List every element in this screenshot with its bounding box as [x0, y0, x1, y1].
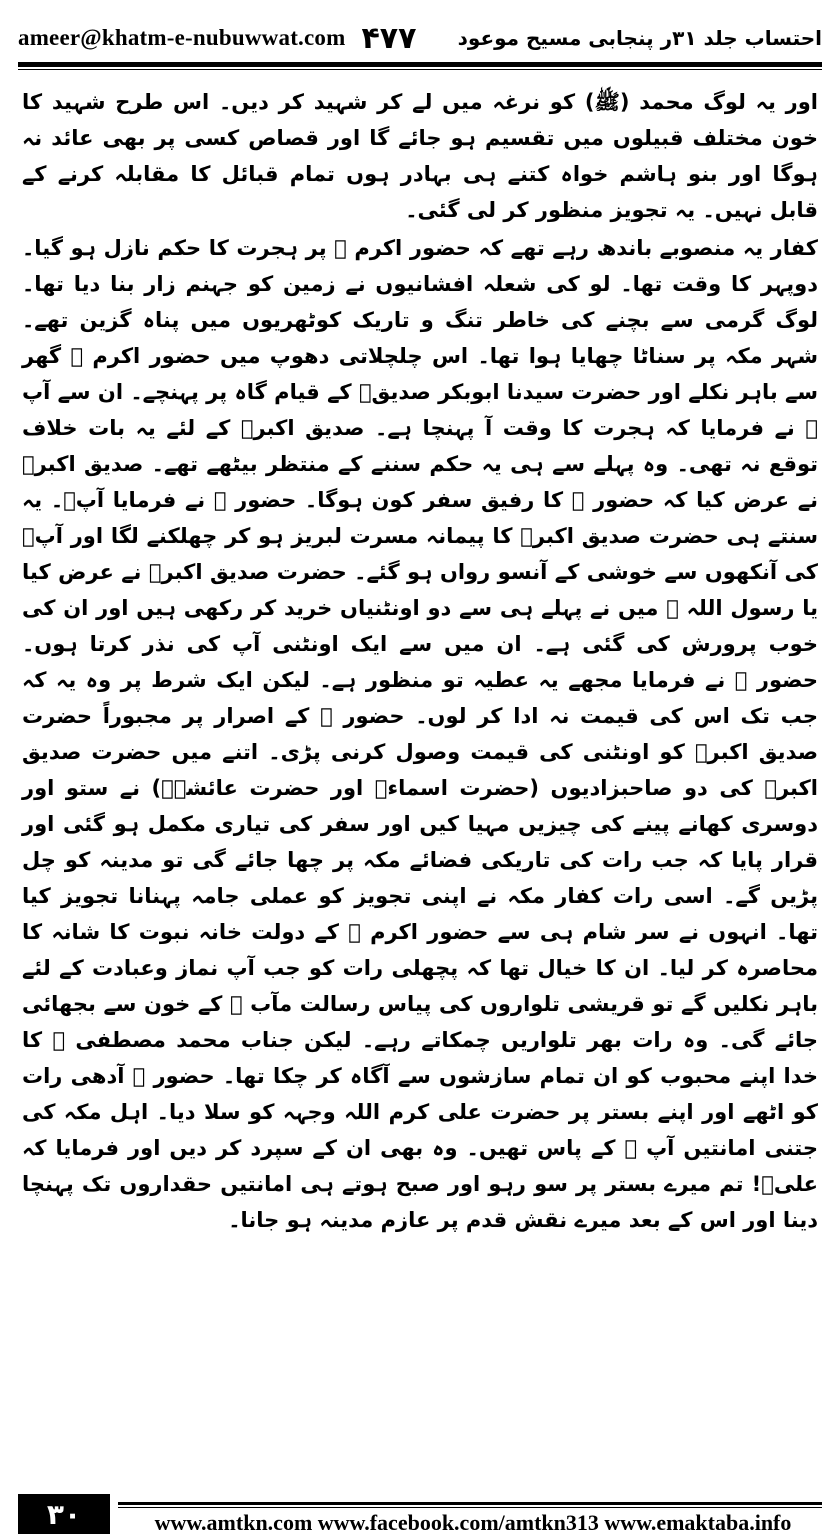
- body-text: [22, 84, 818, 1484]
- footer-rule-thick: [118, 1502, 822, 1505]
- header-rule-thin: [18, 69, 822, 70]
- header-page-number: ۴۷۷: [361, 20, 417, 56]
- paragraph: کفار یہ منصوبے باندھ رہے تھے کہ حضور اکرم ﷺ پر ہجرت کا حکم نازل ہو گیا۔ دوپہر کا وقت تھا۔ لو کی شعلہ افشانیوں نے زمین کو جہنم زار بنا دیا تھا۔ لوگ گرمی سے بچنے کی خاطر تنگ و تاریک کوٹھریوں میں پناہ گزین تھے۔ شہر مکہ پر سناٹا چھایا ہوا تھا۔ اس چلچلاتی دھوپ میں حضور اکرم ﷺ گھر سے باہر نکلے اور حضرت سیدنا ابوبکر صدیقؓ کے قیام گاہ پر پہنچے۔ ان سے آپ ﷺ نے فرمایا کہ ہجرت کا وقت آ پہنچا ہے۔ صدیق اکبرؓ کے لئے یہ بات خلاف توقع نہ تھی۔ وہ پہلے سے ہی یہ حکم سننے کے منتظر بیٹھے تھے۔ صدیق اکبرؓ نے عرض کیا کہ حضور ﷺ کا رفیق سفر کون ہوگا۔ حضور ﷺ نے فرمایا آپؓ۔ یہ سنتے ہی حضرت صدیق اکبرؓ کا پیمانہ مسرت لبریز ہو کر چھلکنے لگا اور آپؓ کی آنکھوں سے خوشی کے آنسو رواں ہو گئے۔ حضرت صدیق اکبرؓ نے عرض کیا یا رسول اللہ ﷺ میں نے پہلے ہی سے دو اونٹنیاں خرید کر رکھی ہیں اور ان کی خوب پرورش کی گئی ہے۔ ان میں سے ایک اونٹنی آپ کی نذر کرتا ہوں۔ حضور ﷺ نے فرمایا مجھے یہ عطیہ تو منظور ہے۔ لیکن ایک شرط پر وہ یہ کہ جب تک اس کی قیمت نہ ادا کر لوں۔ حضور ﷺ کے اصرار پر مجبوراً حضرت صدیق اکبرؓ کو اونٹنی کی قیمت وصول کرنی پڑی۔ اتنے میں حضرت صدیق اکبرؓ کی دو صاحبزادیوں (حضرت اسماءؓ اور حضرت عائشہؓ) نے ستو اور دوسری کھانے پینے کی چیزیں مہیا کیں اور سفر کی تیاری مکمل ہو گئی اور قرار پایا کہ جب رات کی تاریکی فضائے مکہ پر چھا جائے گی تو مدینہ کو چل پڑیں گے۔ اسی رات کفار مکہ نے اپنی تجویز کو عملی جامہ پہنانا تجویز کیا تھا۔ انہوں نے سر شام ہی سے حضور اکرم ﷺ کے دولت خانہ نبوت کا شانہ کا محاصرہ کر لیا۔ ان کا خیال تھا کہ پچھلی رات کو جب آپ نماز وعبادت کے لئے باہر نکلیں گے تو قریشی تلواروں کی پیاس رسالت مآب ﷺ کے خون سے بجھائی جائے گی۔ وہ رات بھر تلواریں چمکاتے رہے۔ لیکن جناب محمد مصطفی ﷺ کا خدا اپنے محبوب کو ان تمام سازشوں سے آگاہ کر چکا تھا۔ حضور ﷺ آدھی رات کو اٹھے اور اپنے بستر پر حضرت علی کرم اللہ وجہہ کو سلا دیا۔ اہل مکہ کی جتنی امانتیں آپ ﷺ کے پاس تھیں۔ وہ بھی ان کے سپرد کر دیں اور فرمایا کہ علیؓ! تم میرے بستر پر سو رہو اور صبح ہوتے ہی امانتیں حقداروں تک پہنچا دینا اور اس کے بعد میرے نقش قدم پر عازم مدینہ ہو جانا۔: [22, 236, 818, 1232]
- header-left-group: [18, 21, 416, 56]
- header-email: ameer@khatm-e-nubuwwat.com: [18, 25, 346, 50]
- header-rule-thick: [18, 62, 822, 67]
- paragraph: اور یہ لوگ محمد (ﷺ) کو نرغہ میں لے کر شہید کر دیں۔ اس طرح شہید کا خون مختلف قبیلوں میں تقسیم ہو جائے گا اور قصاص کسی پر بھی عائد نہ ہوگا اور بنو ہاشم خواہ کتنے ہی بہادر ہوں تمام قبائل کا مقابلہ کرنے کے قابل نہیں۔ یہ تجویز منظور کر لی گئی۔: [22, 90, 818, 222]
- header-book-title: احتساب جلد ۳۱ر پنجابی مسیح موعود: [457, 26, 822, 50]
- footer-links: www.amtkn.com www.facebook.com/amtkn313 www.emaktaba.info: [154, 1510, 792, 1535]
- page-header: [18, 18, 822, 58]
- footer-page-number: ۳۰: [18, 1494, 110, 1534]
- page-footer: [18, 1497, 822, 1536]
- footer-rule-thin: [118, 1507, 822, 1508]
